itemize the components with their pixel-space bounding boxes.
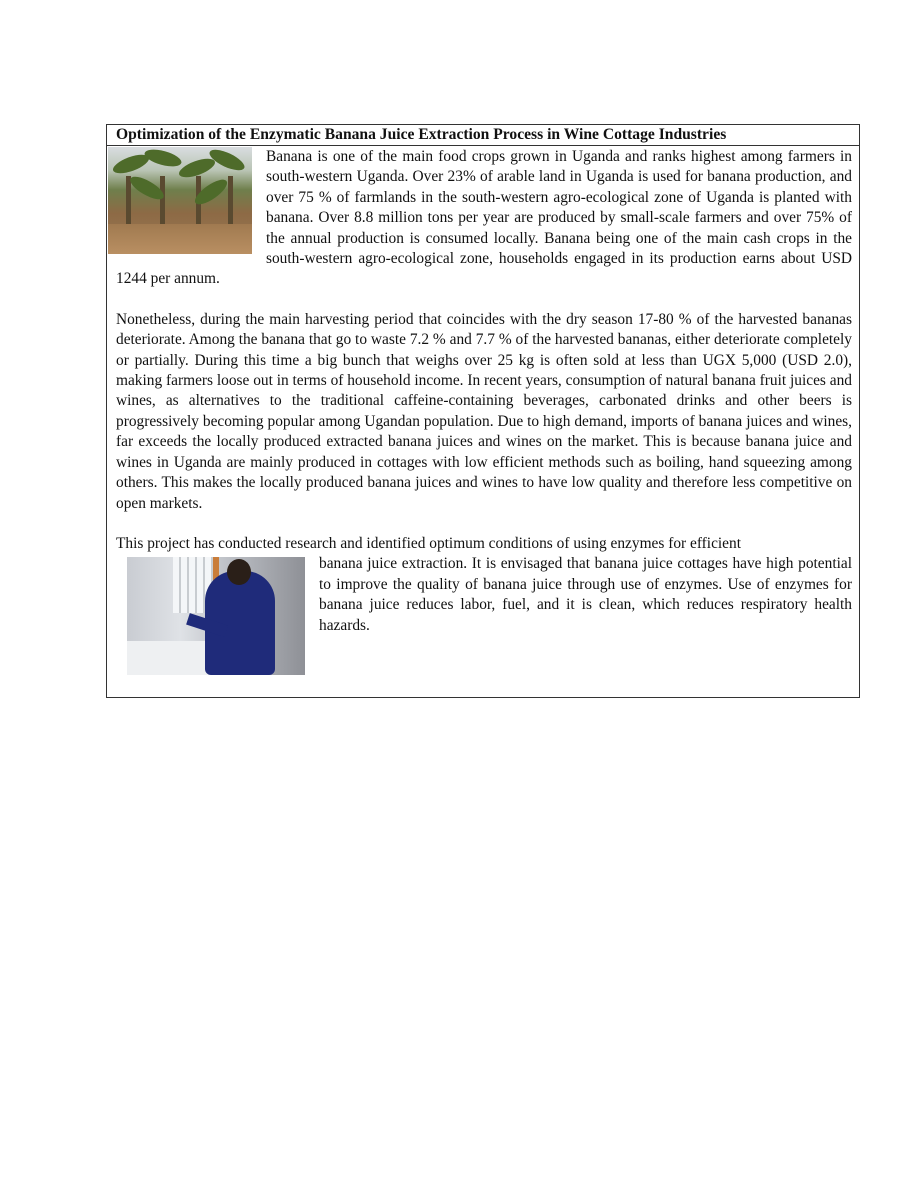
paragraph-project-lead: This project has conducted research and identified optimum conditions of using enzymes for efficient: [116, 534, 741, 552]
paragraph-intro: Banana is one of the main food crops grown in Uganda and ranks highest among farmers in south-western Uganda. Over 23% of arable land in Uganda is used for banana production, and over 75 % of farmlands in the south-western agro-ecological zone of Uganda is planted with banana. Over 8.8 million tons per year are produced by small-scale farmers and over 75% of the annual production is consumed locally. Banana being one of the main cash crops in the south-western agro-ecological zone, households engaged in its production earns about USD 1244 per annum.: [116, 148, 852, 288]
paragraph-problem: Nonetheless, during the main harvesting period that coincides with the dry season 17-80 % of the harvested bananas deteriorate. Among the banana that go to waste 7.2 % and 7.7 % of the harvested bananas, either deteriorate completely or partially. During this time a big bunch that weighs over 25 kg is often sold at less than UGX 5,000 (USD 2.0), making farmers loose out in terms of household income. In recent years, consumption of natural banana fruit juices and wines, as alternatives to the traditional caffeine-containing beverages, carbonated drinks and other beers is progressively becoming popular among Ugandan population. Due to high demand, imports of banana juices and wines, far exceeds the locally produced extracted banana juices and wines on the market. This is because banana juice and wines in Uganda are mainly produced in cottages with low efficient methods such as boiling, hand squeezing among others. This makes the locally produced banana juices and wines to have low quality and therefore less competitive on open markets.: [116, 310, 852, 512]
lab-worker-image: [127, 557, 305, 675]
paragraph-project: banana juice extraction. It is envisaged that banana juice cottages have high potential to improve the quality of banana juice through use of enzymes. Use of enzymes for banana juice reduces labor, fuel, and it is clean, which reduces respiratory health hazards.: [319, 555, 852, 634]
banana-plantation-image: [108, 147, 252, 254]
document-body: [107, 146, 859, 636]
document-title: Optimization of the Enzymatic Banana Juice Extraction Process in Wine Cottage Industries: [107, 125, 859, 146]
content-box: [106, 124, 860, 698]
